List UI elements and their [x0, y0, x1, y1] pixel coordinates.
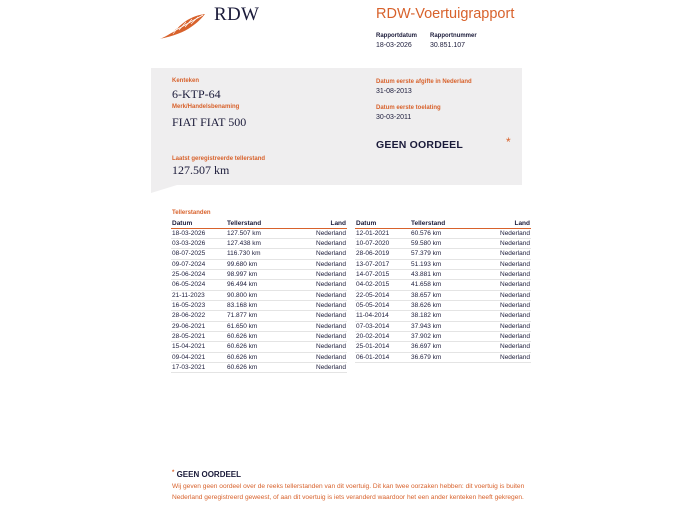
table-row — [171, 290, 347, 300]
verdict: GEEN OORDEEL — [376, 139, 463, 151]
row-odometer: 60.626 km — [226, 352, 281, 362]
row-country: Nederland — [281, 238, 347, 248]
table-row — [171, 228, 347, 238]
row-odometer: 36.697 km — [410, 342, 465, 352]
row-country: Nederland — [281, 249, 347, 259]
row-date: 08-07-2025 — [171, 249, 226, 259]
row-odometer: 38.657 km — [410, 290, 465, 300]
row-country: Nederland — [465, 311, 531, 321]
row-odometer: 43.881 km — [410, 269, 465, 279]
table-row — [355, 249, 531, 259]
row-date: 09-07-2024 — [171, 259, 226, 269]
table-row — [355, 342, 531, 352]
row-odometer: 36.679 km — [410, 352, 465, 362]
table-row — [171, 321, 347, 331]
row-date: 25-01-2014 — [355, 342, 410, 352]
first-issue-nl: 31-08-2013 — [376, 88, 412, 95]
table-row — [355, 321, 531, 331]
row-odometer: 60.576 km — [410, 228, 465, 238]
row-date: 28-06-2022 — [171, 311, 226, 321]
report-date: 18-03-2026 — [376, 42, 412, 49]
row-country: Nederland — [465, 342, 531, 352]
last-odometer-label: Laatst geregistreerde tellerstand — [172, 156, 266, 162]
row-date: 12-01-2021 — [355, 228, 410, 238]
table-row — [171, 238, 347, 248]
row-date: 28-05-2021 — [171, 331, 226, 341]
brand-name: RDW — [214, 4, 260, 25]
row-date: 18-03-2026 — [171, 228, 226, 238]
row-odometer: 127.438 km — [226, 238, 281, 248]
row-country: Nederland — [281, 321, 347, 331]
odometer-table-left — [171, 219, 347, 373]
table-row — [355, 280, 531, 290]
row-country: Nederland — [281, 311, 347, 321]
footnote-marker: * — [172, 470, 175, 476]
row-country: Nederland — [281, 300, 347, 310]
row-country: Nederland — [465, 331, 531, 341]
report-number-label: Rapportnummer — [430, 33, 477, 39]
row-odometer: 98.997 km — [226, 269, 281, 279]
table-row — [355, 300, 531, 310]
row-country: Nederland — [465, 300, 531, 310]
report-title: RDW-Voertuigrapport — [376, 6, 515, 22]
column-header-date: Datum — [355, 219, 410, 228]
row-country: Nederland — [465, 280, 531, 290]
row-date: 05-05-2014 — [355, 300, 410, 310]
row-date: 20-02-2014 — [355, 331, 410, 341]
row-odometer: 116.730 km — [226, 249, 281, 259]
row-date: 06-05-2024 — [171, 280, 226, 290]
row-odometer: 60.626 km — [226, 342, 281, 352]
row-date: 11-04-2014 — [355, 311, 410, 321]
table-row — [171, 331, 347, 341]
row-country: Nederland — [281, 290, 347, 300]
table-row — [355, 290, 531, 300]
last-odometer: 127.507 km — [172, 163, 230, 177]
row-date: 13-07-2017 — [355, 259, 410, 269]
table-row — [355, 238, 531, 248]
row-odometer: 57.379 km — [410, 249, 465, 259]
first-admission-label: Datum eerste toelating — [376, 105, 441, 111]
row-odometer: 96.494 km — [226, 280, 281, 290]
row-odometer: 71.877 km — [226, 311, 281, 321]
row-country: Nederland — [465, 352, 531, 362]
table-row — [171, 249, 347, 259]
table-row — [171, 269, 347, 279]
row-odometer: 38.626 km — [410, 300, 465, 310]
license-plate-label: Kenteken — [172, 78, 200, 84]
license-plate: 6-KTP-64 — [172, 87, 221, 101]
row-date: 14-07-2015 — [355, 269, 410, 279]
column-header-country: Land — [465, 219, 531, 228]
column-header-country: Land — [281, 219, 347, 228]
row-country: Nederland — [281, 342, 347, 352]
row-date: 22-05-2014 — [355, 290, 410, 300]
row-odometer: 37.943 km — [410, 321, 465, 331]
table-row — [355, 311, 531, 321]
row-date: 29-06-2021 — [171, 321, 226, 331]
row-country: Nederland — [281, 228, 347, 238]
row-date: 03-03-2026 — [171, 238, 226, 248]
row-country: Nederland — [465, 249, 531, 259]
row-odometer: 90.800 km — [226, 290, 281, 300]
row-country: Nederland — [281, 331, 347, 341]
row-odometer: 41.658 km — [410, 280, 465, 290]
table-row — [171, 300, 347, 310]
row-country: Nederland — [281, 280, 347, 290]
footnote-title — [172, 470, 241, 479]
row-date: 15-04-2021 — [171, 342, 226, 352]
row-date: 21-11-2023 — [171, 290, 226, 300]
row-odometer: 37.902 km — [410, 331, 465, 341]
footnote-heading: GEEN OORDEEL — [176, 470, 242, 479]
row-odometer: 99.680 km — [226, 259, 281, 269]
row-odometer: 60.626 km — [226, 331, 281, 341]
table-row — [171, 362, 347, 372]
row-country: Nederland — [281, 362, 347, 372]
table-row — [355, 228, 531, 238]
odometer-table-right — [355, 219, 531, 363]
row-country: Nederland — [465, 290, 531, 300]
row-date: 17-03-2021 — [171, 362, 226, 372]
rdw-feather-logo-icon — [157, 13, 207, 41]
table-row — [171, 352, 347, 362]
row-country: Nederland — [465, 269, 531, 279]
table-row — [355, 259, 531, 269]
row-date: 07-03-2014 — [355, 321, 410, 331]
row-odometer: 38.182 km — [410, 311, 465, 321]
table-row — [355, 352, 531, 362]
row-odometer: 51.193 km — [410, 259, 465, 269]
row-odometer: 60.626 km — [226, 362, 281, 372]
column-header-odometer: Tellerstand — [226, 219, 281, 228]
table-row — [355, 269, 531, 279]
column-header-date: Datum — [171, 219, 226, 228]
first-issue-nl-label: Datum eerste afgifte in Nederland — [376, 79, 472, 85]
row-date: 09-04-2021 — [171, 352, 226, 362]
row-country: Nederland — [281, 269, 347, 279]
row-date: 10-07-2020 — [355, 238, 410, 248]
table-row — [171, 280, 347, 290]
row-date: 04-02-2015 — [355, 280, 410, 290]
report-date-label: Rapportdatum — [376, 33, 417, 39]
make-model-label: Merk/Handelsbenaming — [172, 104, 240, 110]
row-country: Nederland — [281, 352, 347, 362]
table-row — [171, 311, 347, 321]
row-country: Nederland — [281, 259, 347, 269]
row-country: Nederland — [465, 238, 531, 248]
row-date: 25-06-2024 — [171, 269, 226, 279]
table-row — [171, 342, 347, 352]
row-date: 16-05-2023 — [171, 300, 226, 310]
footnote-text: Wij geven geen oordeel over de reeks tellerstanden van dit voertuig. Dit kan twee oorzaken hebben: dit voertuig is buiten Nederland geregistreerd geweest, of aan dit voertuig is iets veranderd waardoor het een ander kenteken heeft gekregen. — [172, 483, 525, 501]
make-model: FIAT FIAT 500 — [172, 115, 247, 129]
odometer-section-title: Tellerstanden — [172, 210, 211, 216]
row-date: 28-06-2019 — [355, 249, 410, 259]
row-country: Nederland — [465, 321, 531, 331]
table-row — [355, 331, 531, 341]
first-admission: 30-03-2011 — [376, 114, 412, 121]
verdict-footnote-marker: * — [506, 135, 511, 149]
row-odometer: 83.168 km — [226, 300, 281, 310]
report-number: 30.851.107 — [430, 42, 466, 49]
row-country: Nederland — [465, 259, 531, 269]
row-odometer: 59.580 km — [410, 238, 465, 248]
row-country: Nederland — [465, 228, 531, 238]
table-row — [171, 259, 347, 269]
row-date: 06-01-2014 — [355, 352, 410, 362]
column-header-odometer: Tellerstand — [410, 219, 465, 228]
row-odometer: 127.507 km — [226, 228, 281, 238]
panel-corner-tab — [151, 185, 177, 193]
row-odometer: 61.650 km — [226, 321, 281, 331]
